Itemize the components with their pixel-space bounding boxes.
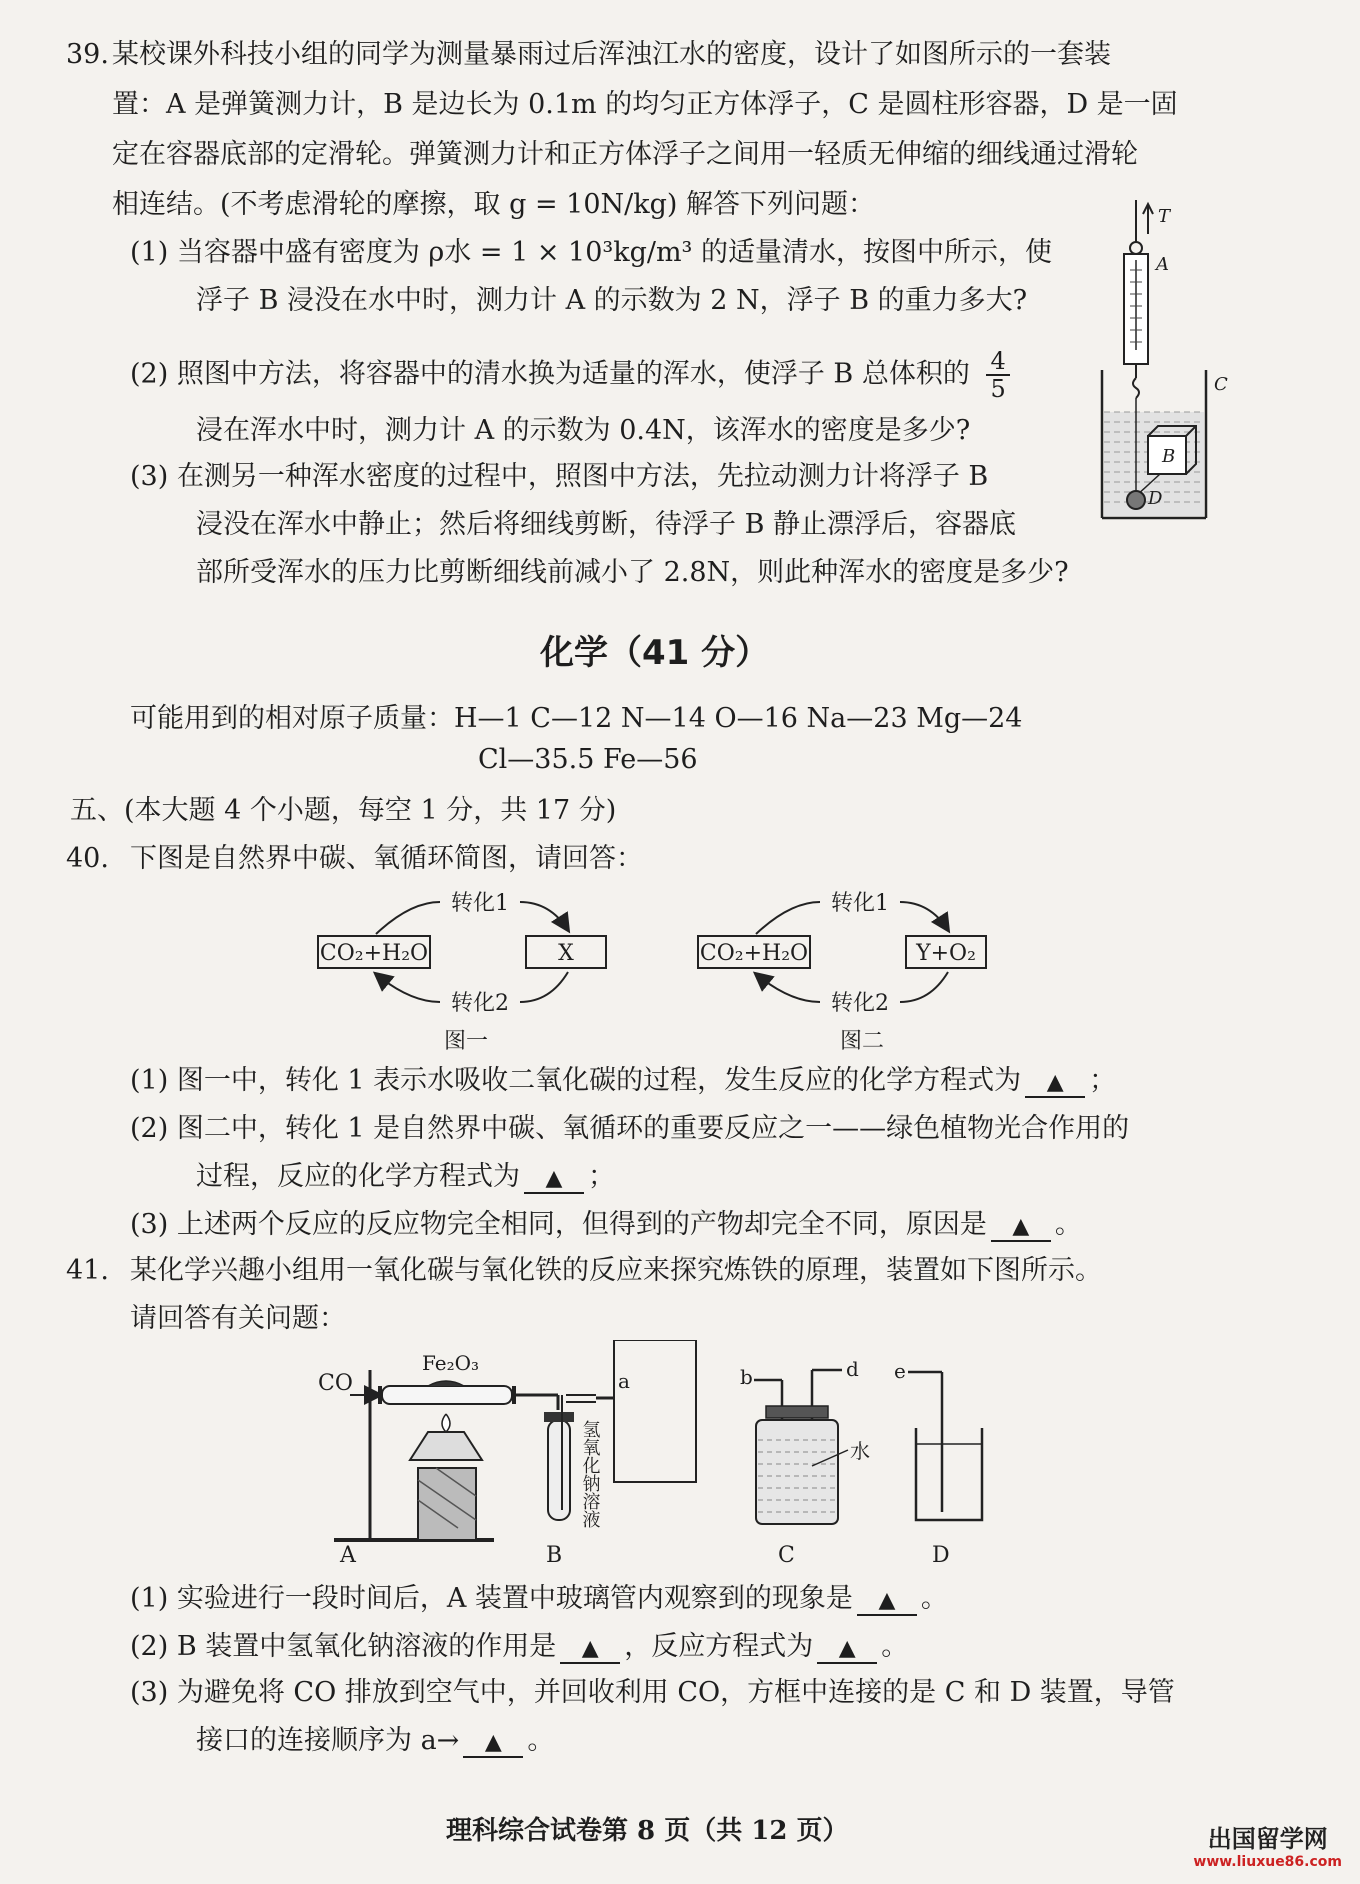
flame-icon: [442, 1414, 450, 1432]
test-tube: [548, 1420, 570, 1520]
q39-line4: 相连结。(不考虑滑轮的摩擦，取 g = 10N/kg) 解答下列问题：: [112, 189, 876, 220]
answer-blank: ▲: [1025, 1070, 1085, 1098]
q41-part1-text: (1) 实验进行一段时间后，A 装置中玻璃管内观察到的现象是: [130, 1583, 853, 1614]
q41-part3-line2: [196, 1724, 554, 1758]
q40-number: 40.: [66, 843, 109, 874]
q40-intro: 下图是自然界中碳、氧循环简图，请回答：: [130, 843, 643, 874]
apparatus-A: [318, 1351, 558, 1568]
gas-collecting-bottle: [756, 1420, 838, 1524]
q40-part2-line2: [196, 1160, 615, 1194]
transform2-label-fig1: 转化2: [451, 991, 509, 1016]
ironmaking-apparatus-figure: [310, 1340, 1050, 1570]
fraction-numerator: 4: [986, 348, 1009, 376]
apparatus-B: [468, 1395, 601, 1568]
q40-part1-text: (1) 图一中，转化 1 表示水吸收二氧化碳的过程，发生反应的化学方程式为: [130, 1065, 1022, 1096]
naoh-solution-label: 氢氧化钠溶液: [579, 1420, 601, 1528]
carbon-oxygen-cycle-diagrams: [300, 880, 1020, 1060]
q39-line1: 某校课外科技小组的同学为测量暴雨过后浑浊江水的密度，设计了如图所示的一套装: [112, 39, 1111, 70]
q40-part2-line1: (2) 图二中，转化 1 是自然界中碳、氧循环的重要反应之一——绿色植物光合作用的: [130, 1113, 1130, 1144]
q39-number: 39.: [66, 39, 109, 70]
q41-line2: 请回答有关问题：: [130, 1303, 346, 1334]
atomic-mass-line2: Cl—35.5 Fe—56: [478, 744, 698, 775]
chemistry-title: 化学（41 分）: [540, 633, 770, 673]
punct: 。: [920, 1583, 948, 1614]
label-B: B: [1162, 446, 1176, 467]
port-b-label: b: [740, 1365, 753, 1389]
q39-part3-line1: (3) 在测另一种浑水密度的过程中，照图中方法，先拉动测力计将浮子 B: [130, 461, 989, 492]
port-d-label: d: [846, 1357, 859, 1381]
answer-blank: ▲: [991, 1214, 1051, 1242]
atomic-mass-line1: 可能用到的相对原子质量：H—1 C—12 N—14 O—16 Na—23 Mg—24: [130, 703, 1023, 734]
transform1-label-fig2: 转化1: [831, 891, 889, 916]
beaker: [916, 1428, 982, 1520]
caption-D: D: [932, 1543, 950, 1568]
punct: ；: [588, 1161, 615, 1192]
transform1-label-fig1: 转化1: [451, 891, 509, 916]
q39-part2-text: (2) 照图中方法，将容器中的清水换为适量的浑水，使浮子 B 总体积的: [130, 358, 970, 390]
q39-part1-line1: (1) 当容器中盛有密度为 ρ水 = 1 × 10³kg/m³ 的适量清水，按图中所示，使: [130, 237, 1052, 268]
box-product-y-label: Y+O₂: [916, 941, 976, 966]
q39-part2-line1: [130, 348, 1010, 402]
q41-number: 41.: [66, 1255, 109, 1286]
alcohol-lamp-base: [418, 1468, 476, 1540]
glass-tube: [382, 1386, 512, 1404]
caption-figure2: 图二: [839, 1029, 885, 1054]
q41-part3-text: 接口的连接顺序为 a→: [196, 1725, 460, 1756]
q39-line3: 定在容器底部的定滑轮。弹簧测力计和正方体浮子之间用一轻质无伸缩的细线通过滑轮: [112, 139, 1138, 170]
port-a-label: a: [618, 1369, 630, 1393]
q40-part1: [130, 1064, 1116, 1098]
answer-blank: ▲: [857, 1588, 917, 1616]
caption-A: A: [340, 1543, 356, 1568]
box-reactants-2-label: CO₂+H₂O: [699, 941, 809, 966]
fraction-four-fifths: [986, 348, 1009, 402]
answer-blank: ▲: [560, 1636, 620, 1664]
spring-balance-apparatus-figure: [1090, 200, 1240, 530]
cycle-diagram-1: [318, 891, 606, 1054]
box-product-x-label: X: [558, 941, 574, 966]
box-reactants-1-label: CO₂+H₂O: [319, 941, 429, 966]
port-e-label: e: [894, 1359, 906, 1383]
q39-part2-line2: 浸在浑水中时，测力计 A 的示数为 0.4N，该浑水的密度是多少?: [196, 415, 971, 446]
page-footer: 理科综合试卷第 8 页（共 12 页）: [446, 1816, 849, 1846]
cycle-diagram-2: [698, 891, 986, 1054]
apparatus-C: [740, 1357, 870, 1568]
site-watermark: [1193, 1819, 1342, 1870]
answer-blank: ▲: [817, 1636, 877, 1664]
fraction-denominator: 5: [990, 375, 1006, 403]
co-label: CO: [318, 1371, 353, 1396]
transform2-label-fig2: 转化2: [831, 991, 889, 1016]
q39-line2: 置：A 是弹簧测力计，B 是边长为 0.1m 的均匀正方体浮子，C 是圆柱形容器，D 是一固: [112, 89, 1178, 120]
water-label: 水: [850, 1439, 870, 1463]
answer-blank: ▲: [524, 1166, 584, 1194]
connection-box: [614, 1340, 696, 1482]
q39-part1-line2: 浮子 B 浸没在水中时，测力计 A 的示数为 2 N，浮子 B 的重力多大?: [196, 285, 1028, 316]
pulley-D: [1127, 491, 1145, 509]
q41-part3-line1: (3) 为避免将 CO 排放到空气中，并回收利用 CO，方框中连接的是 C 和 D 装置，导管: [130, 1677, 1175, 1708]
q41-part2-text: (2) B 装置中氢氧化钠溶液的作用是: [130, 1631, 557, 1662]
q39-part3-line3: 部所受浑水的压力比剪断细线前减小了 2.8N，则此种浑水的密度是多少?: [196, 557, 1069, 588]
caption-figure1: 图一: [443, 1029, 489, 1054]
q39-part3-line2: 浸没在浑水中静止；然后将细线剪断，待浮子 B 静止漂浮后，容器底: [196, 509, 1017, 540]
caption-C: C: [778, 1543, 795, 1568]
fe2o3-label: Fe₂O₃: [422, 1351, 480, 1375]
q40-part3: [130, 1208, 1082, 1242]
q40-part3-text: (3) 上述两个反应的反应物完全相同，但得到的产物却完全不同，原因是: [130, 1209, 987, 1240]
watermark-url: www.liuxue86.com: [1193, 1854, 1342, 1870]
q40-part2-text: 过程，反应的化学方程式为: [196, 1161, 520, 1192]
label-C: C: [1214, 374, 1228, 395]
apparatus-D: [894, 1359, 982, 1568]
punct: ；: [1089, 1065, 1117, 1096]
caption-B: B: [546, 1543, 563, 1568]
bottle-stopper: [766, 1406, 828, 1418]
q41-part1: [130, 1582, 948, 1616]
punct: 。: [527, 1725, 555, 1756]
label-D: D: [1148, 488, 1163, 509]
q41-part2-text2: ，反应方程式为: [624, 1631, 814, 1662]
q41-line1: 某化学兴趣小组用一氧化碳与氧化铁的反应来探究炼铁的原理，装置如下图所示。: [130, 1255, 1102, 1286]
q41-part2: [130, 1630, 908, 1664]
punct: 。: [881, 1631, 909, 1662]
iron-oxide-sample: [428, 1381, 464, 1386]
label-T: T: [1158, 206, 1171, 227]
watermark-title: 出国留学网: [1207, 1825, 1328, 1853]
punct: 。: [1054, 1209, 1082, 1240]
section-five-header: 五、(本大题 4 个小题，每空 1 分，共 17 分): [70, 795, 617, 826]
answer-blank: ▲: [463, 1730, 523, 1758]
alcohol-lamp-shade: [410, 1432, 482, 1460]
label-A: A: [1156, 254, 1169, 275]
